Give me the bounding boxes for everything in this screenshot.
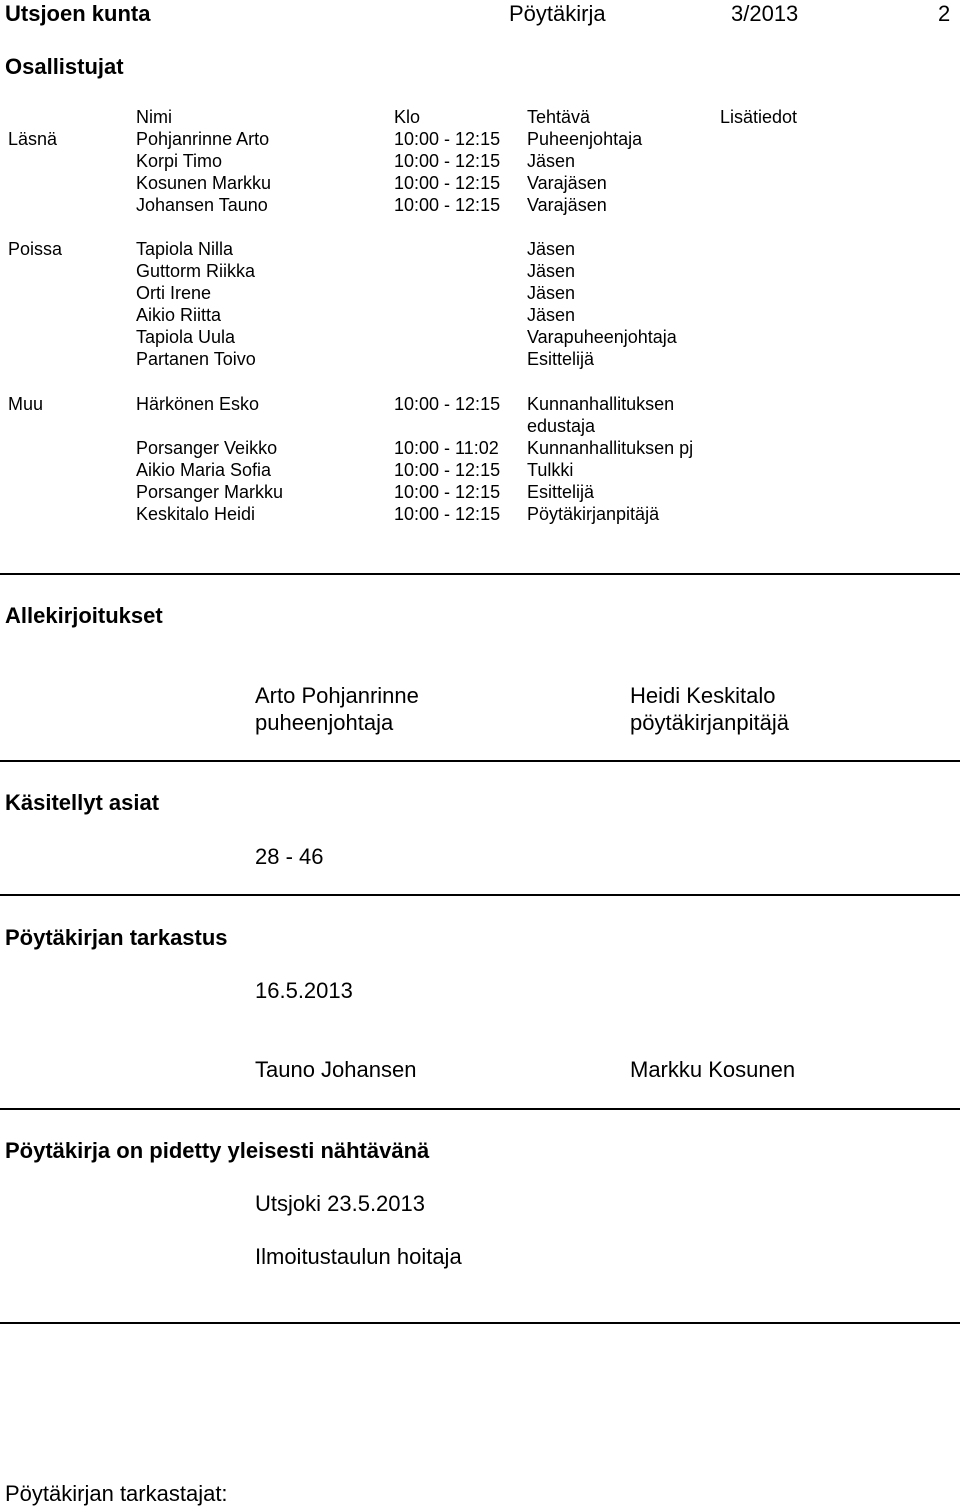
- organization-name: Utsjoen kunta: [5, 1, 151, 26]
- participant-role: Jäsen: [527, 261, 576, 281]
- participant-role: Jäsen: [527, 151, 576, 171]
- participant-role: Kunnanhallituksen pj: [527, 438, 694, 458]
- group-label-present: Läsnä: [8, 129, 58, 149]
- participant-role: Jäsen: [527, 239, 576, 259]
- page-number: 2: [938, 1, 951, 26]
- participant-time: 10:00 - 12:15: [394, 173, 501, 193]
- signatures-title: Allekirjoitukset: [5, 603, 163, 628]
- column-header-info: Lisätiedot: [720, 107, 798, 127]
- participant-role: Varapuheenjohtaja: [527, 327, 677, 347]
- participant-role: Puheenjohtaja: [527, 129, 643, 149]
- participant-name: Guttorm Riikka: [136, 261, 256, 281]
- participant-name: Kosunen Markku: [136, 173, 272, 193]
- document-type: Pöytäkirja: [509, 1, 606, 26]
- participant-name: Aikio Riitta: [136, 305, 222, 325]
- section-divider: [0, 1108, 960, 1110]
- participant-role: Kunnanhallituksen: [527, 394, 675, 414]
- participant-role: Jäsen: [527, 283, 576, 303]
- participant-name: Aikio Maria Sofia: [136, 460, 272, 480]
- secretary-signature-role: pöytäkirjanpitäjä: [630, 710, 789, 735]
- participant-time: 10:00 - 11:02: [394, 438, 499, 458]
- chair-signature-role: puheenjohtaja: [255, 710, 394, 735]
- reviewers-label: Pöytäkirjan tarkastajat:: [5, 1481, 228, 1506]
- public-display-title: Pöytäkirja on pidetty yleisesti nähtävänä: [5, 1138, 430, 1163]
- section-divider: [0, 894, 960, 896]
- items-range: 28 - 46: [255, 844, 324, 869]
- items-title: Käsitellyt asiat: [5, 790, 160, 815]
- participant-name: Porsanger Markku: [136, 482, 284, 502]
- section-divider: [0, 760, 960, 762]
- participant-role: Esittelijä: [527, 349, 595, 369]
- participant-role: Pöytäkirjanpitäjä: [527, 504, 660, 524]
- public-display-place-date: Utsjoki 23.5.2013: [255, 1191, 425, 1216]
- participant-role: Esittelijä: [527, 482, 595, 502]
- column-header-time: Klo: [394, 107, 421, 127]
- participant-time: 10:00 - 12:15: [394, 482, 501, 502]
- participant-name: Korpi Timo: [136, 151, 223, 171]
- participant-time: 10:00 - 12:15: [394, 394, 501, 414]
- column-header-name: Nimi: [136, 107, 172, 127]
- participant-name: Keskitalo Heidi: [136, 504, 256, 524]
- participant-time: 10:00 - 12:15: [394, 195, 501, 215]
- participant-name: Johansen Tauno: [136, 195, 268, 215]
- participant-name: Partanen Toivo: [136, 349, 256, 369]
- participant-time: 10:00 - 12:15: [394, 504, 501, 524]
- chair-signature-name: Arto Pohjanrinne: [255, 683, 419, 708]
- section-divider: [0, 1322, 960, 1324]
- participant-time: 10:00 - 12:15: [394, 129, 501, 149]
- participant-name: Orti Irene: [136, 283, 212, 303]
- document-number: 3/2013: [731, 1, 799, 26]
- column-header-role: Tehtävä: [527, 107, 591, 127]
- participant-role: Jäsen: [527, 305, 576, 325]
- notice-board-keeper: Ilmoitustaulun hoitaja: [255, 1244, 462, 1269]
- group-label-other: Muu: [8, 394, 44, 414]
- participant-time: 10:00 - 12:15: [394, 151, 501, 171]
- participant-name: Tapiola Nilla: [136, 239, 234, 259]
- participants-title: Osallistujat: [5, 54, 124, 79]
- review-date: 16.5.2013: [255, 978, 353, 1003]
- participant-name: Pohjanrinne Arto: [136, 129, 270, 149]
- group-label-absent: Poissa: [8, 239, 63, 259]
- reviewer-name-1: Tauno Johansen: [255, 1057, 417, 1082]
- section-divider: [0, 573, 960, 575]
- reviewer-name-2: Markku Kosunen: [630, 1057, 796, 1082]
- review-title: Pöytäkirjan tarkastus: [5, 925, 228, 950]
- participant-role: Tulkki: [527, 460, 574, 480]
- secretary-signature-name: Heidi Keskitalo: [630, 683, 776, 708]
- participant-name: Härkönen Esko: [136, 394, 260, 414]
- participant-time: 10:00 - 12:15: [394, 460, 501, 480]
- participant-name: Porsanger Veikko: [136, 438, 278, 458]
- participant-name: Tapiola Uula: [136, 327, 236, 347]
- participant-role-continued: edustaja: [527, 416, 596, 436]
- participant-role: Varajäsen: [527, 173, 607, 193]
- participant-role: Varajäsen: [527, 195, 607, 215]
